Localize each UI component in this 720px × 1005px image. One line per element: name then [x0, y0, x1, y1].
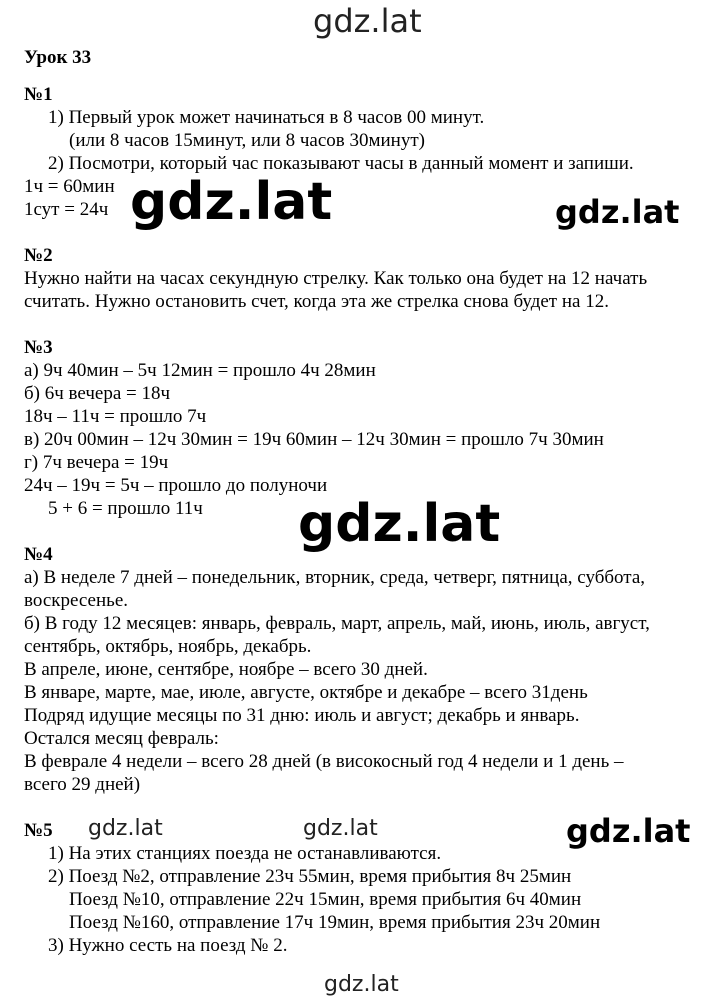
- task-4-line: всего 29 дней): [24, 774, 141, 795]
- task-5-line: Поезд №160, отправление 17ч 19мин, время прибытия 23ч 20мин: [69, 912, 601, 933]
- task-4-line: В апреле, июне, сентябре, ноябре – всего 30 дней.: [24, 659, 428, 680]
- task-3-heading: №3: [24, 337, 53, 358]
- watermark-n5-c: gdz.lat: [566, 812, 691, 850]
- task-4-heading: №4: [24, 544, 53, 565]
- task-3-line: б) 6ч вечера = 18ч: [24, 383, 171, 404]
- task-1-line: 1ч = 60мин: [24, 176, 115, 197]
- task-1-line: 1сут = 24ч: [24, 199, 109, 220]
- task-4-line: а) В неделе 7 дней – понедельник, вторник, среда, четверг, пятница, суббота,: [24, 567, 646, 588]
- task-4-line: б) В году 12 месяцев: январь, февраль, март, апрель, май, июнь, июль, август,: [24, 613, 650, 634]
- task-3-line: в) 20ч 00мин – 12ч 30мин = 19ч 60мин – 12ч 30мин = прошло 7ч 30мин: [24, 429, 604, 450]
- task-1-line: 1) Первый урок может начинаться в 8 часов 00 минут.: [48, 107, 485, 128]
- task-2-heading: №2: [24, 245, 53, 266]
- task-2-line: Нужно найти на часах секундную стрелку. Как только она будет на 12 начать: [24, 268, 648, 289]
- page-title: Урок 33: [24, 47, 92, 68]
- watermark-n5-b: gdz.lat: [303, 816, 378, 841]
- task-4-line: Подряд идущие месяцы по 31 дню: июль и август; декабрь и январь.: [24, 705, 580, 726]
- task-5-line: 1) На этих станциях поезда не останавливаются.: [48, 843, 442, 864]
- watermark-bottom: gdz.lat: [324, 972, 399, 997]
- task-3-line: г) 7ч вечера = 19ч: [24, 452, 169, 473]
- watermark-big-1: gdz.lat: [130, 172, 333, 232]
- task-3-line: а) 9ч 40мин – 5ч 12мин = прошло 4ч 28мин: [24, 360, 376, 381]
- task-3-line: 24ч – 19ч = 5ч – прошло до полуночи: [24, 475, 328, 496]
- task-4-line: сентябрь, октябрь, ноябрь, декабрь.: [24, 636, 312, 657]
- task-4-line: воскресенье.: [24, 590, 128, 611]
- task-1-heading: №1: [24, 84, 53, 105]
- task-3-line: 5 + 6 = прошло 11ч: [48, 498, 203, 519]
- watermark-right-1: gdz.lat: [555, 193, 680, 231]
- watermark-big-2: gdz.lat: [298, 494, 501, 554]
- task-1-line: 2) Посмотри, который час показывают часы в данный момент и запиши.: [48, 153, 634, 174]
- task-1-line: (или 8 часов 15минут, или 8 часов 30минут): [69, 130, 425, 151]
- task-2-line: считать. Нужно остановить счет, когда эта же стрелка снова будет на 12.: [24, 291, 609, 312]
- task-5-line: 3) Нужно сесть на поезд № 2.: [48, 935, 288, 956]
- task-4-line: В феврале 4 недели – всего 28 дней (в високосный год 4 недели и 1 день –: [24, 751, 624, 772]
- task-5-heading: №5: [24, 820, 53, 841]
- task-5-line: 2) Поезд №2, отправление 23ч 55мин, время прибытия 8ч 25мин: [48, 866, 572, 887]
- watermark-top: gdz.lat: [313, 2, 422, 40]
- watermark-n5-a: gdz.lat: [88, 816, 163, 841]
- task-4-line: В январе, марте, мае, июле, августе, октябре и декабре – всего 31день: [24, 682, 588, 703]
- task-4-line: Остался месяц февраль:: [24, 728, 219, 749]
- task-5-line: Поезд №10, отправление 22ч 15мин, время прибытия 6ч 40мин: [69, 889, 582, 910]
- task-3-line: 18ч – 11ч = прошло 7ч: [24, 406, 207, 427]
